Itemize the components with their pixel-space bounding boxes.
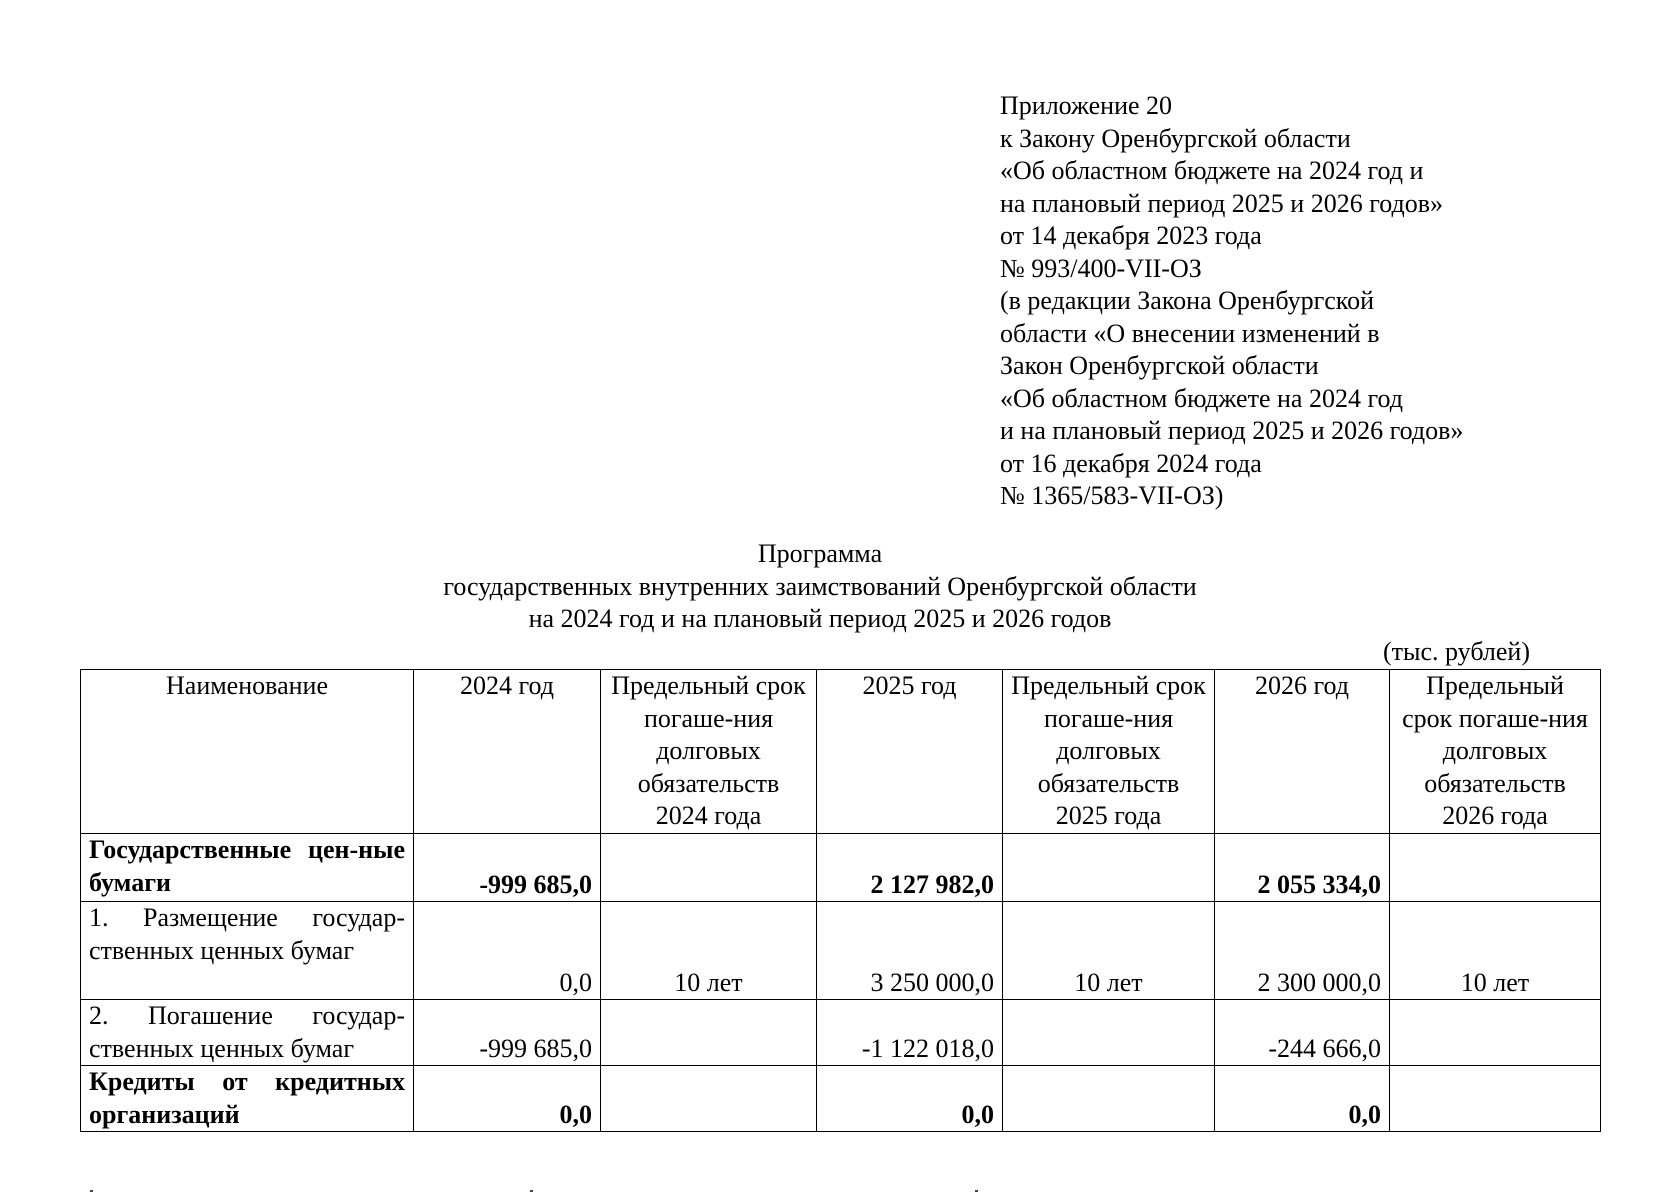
header-2026: 2026 год xyxy=(1215,670,1390,834)
value-2025: -1 122 018,0 xyxy=(817,1000,1003,1066)
annex-line: Приложение 20 xyxy=(1000,91,1173,120)
scan-artifact xyxy=(90,1190,93,1192)
document-title xyxy=(80,538,1560,636)
table-row xyxy=(81,1066,1601,1132)
term-2024 xyxy=(601,1000,817,1066)
term-2026 xyxy=(1390,1000,1601,1066)
header-2024: 2024 год xyxy=(414,670,601,834)
annex-line: на плановый период 2025 и 2026 годов» xyxy=(1000,188,1443,218)
row-name: 2. Погашение государ-ственных ценных бумаг xyxy=(81,1000,414,1066)
borrowing-program-table xyxy=(80,669,1601,1132)
value-2026: -244 666,0 xyxy=(1215,1000,1390,1066)
row-name: 1. Размещение государ-ственных ценных бумаг xyxy=(81,902,414,1000)
row-name: Государственные цен-ные бумаги xyxy=(81,834,414,902)
value-2026: 0,0 xyxy=(1215,1066,1390,1132)
header-term-2026: Предельный срок погаше-ния долговых обязательств 2026 года xyxy=(1390,670,1601,834)
header-name: Наименование xyxy=(81,670,414,834)
annex-line: и на плановый период 2025 и 2026 годов» xyxy=(1000,416,1464,445)
table-header-row xyxy=(81,670,1601,834)
value-2025: 3 250 000,0 xyxy=(817,902,1003,1000)
value-2026: 2 300 000,0 xyxy=(1215,902,1390,1000)
term-2025 xyxy=(1003,1066,1215,1132)
value-2024: 0,0 xyxy=(414,1066,601,1132)
annex-line: № 993/400-VII-ОЗ xyxy=(1000,253,1202,283)
value-2024: -999 685,0 xyxy=(414,834,601,902)
annex-line: (в редакции Закона Оренбургской xyxy=(1000,286,1375,315)
units-label: (тыс. рублей) xyxy=(1382,637,1530,666)
annex-line: № 1365/583-VII-ОЗ) xyxy=(1000,481,1224,510)
annex-line: «Об областном бюджете на 2024 год и xyxy=(1000,156,1424,185)
title-line-1: Программа xyxy=(757,539,883,568)
header-term-2024: Предельный срок погаше-ния долговых обязательств 2024 года xyxy=(601,670,817,834)
annex-line: к Закону Оренбургской области xyxy=(1000,123,1351,153)
scan-artifact xyxy=(975,1190,978,1192)
row-name: Кредиты от кредитных организаций xyxy=(81,1066,414,1132)
header-term-2025: Предельный срок погаше-ния долговых обязательств 2025 года xyxy=(1003,670,1215,834)
title-line-3: на 2024 год и на плановый период 2025 и 2026 годов xyxy=(528,604,1112,633)
title-line-2: государственных внутренних заимствований Оренбургской области xyxy=(443,571,1197,601)
scan-artifact xyxy=(530,1190,533,1192)
term-2025: 10 лет xyxy=(1003,902,1215,1000)
annex-line: области «О внесении изменений в xyxy=(1000,318,1380,348)
value-2024: -999 685,0 xyxy=(414,1000,601,1066)
header-2025: 2025 год xyxy=(817,670,1003,834)
annex-line: Закон Оренбургской области xyxy=(1000,351,1319,380)
annex-line: от 16 декабря 2024 года xyxy=(1000,448,1262,478)
annex-header xyxy=(1000,90,1620,513)
value-2025: 2 127 982,0 xyxy=(817,834,1003,902)
value-2024: 0,0 xyxy=(414,902,601,1000)
term-2024: 10 лет xyxy=(601,902,817,1000)
term-2026: 10 лет xyxy=(1390,902,1601,1000)
table-row xyxy=(81,834,1601,902)
term-2026 xyxy=(1390,834,1601,902)
term-2024 xyxy=(601,834,817,902)
annex-line: от 14 декабря 2023 года xyxy=(1000,221,1262,250)
table-row xyxy=(81,902,1601,1000)
annex-line: «Об областном бюджете на 2024 год xyxy=(1000,383,1403,413)
value-2025: 0,0 xyxy=(817,1066,1003,1132)
term-2026 xyxy=(1390,1066,1601,1132)
value-2026: 2 055 334,0 xyxy=(1215,834,1390,902)
table-row xyxy=(81,1000,1601,1066)
term-2024 xyxy=(601,1066,817,1132)
term-2025 xyxy=(1003,834,1215,902)
term-2025 xyxy=(1003,1000,1215,1066)
